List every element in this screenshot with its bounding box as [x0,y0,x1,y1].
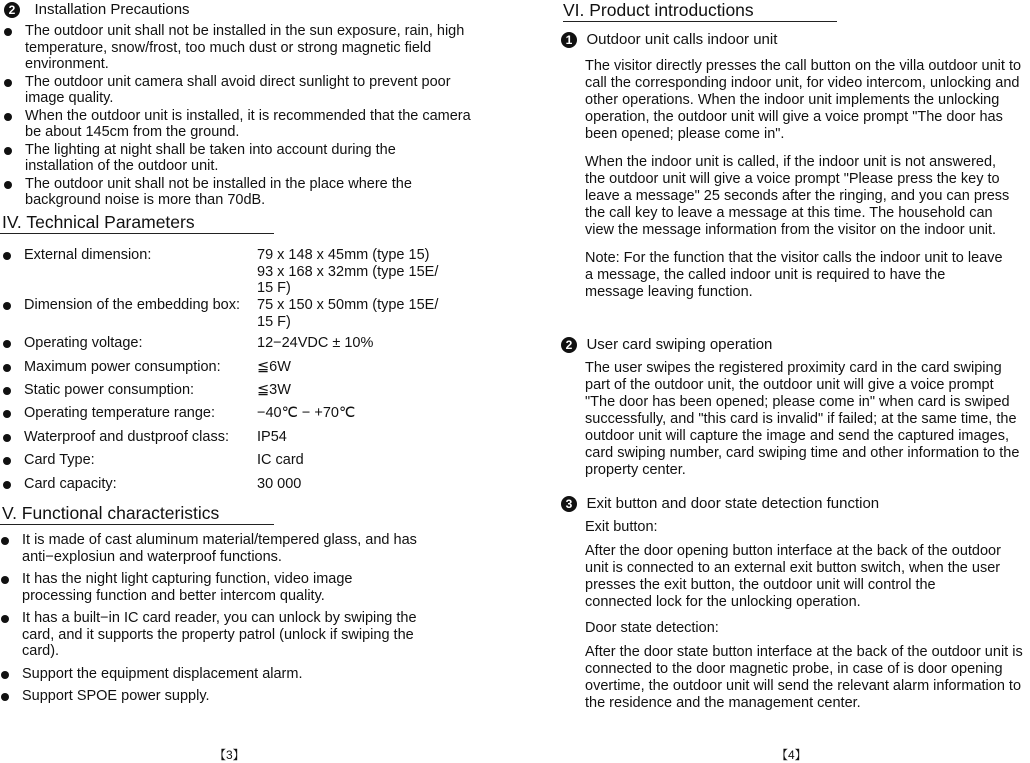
parameter-value: ≦3W [257,382,291,398]
section-title: VI. Product introductions [563,0,754,20]
list-item: The outdoor unit camera shall avoid direct sunlight to prevent poor image quality. [3,74,465,107]
functional-list [0,532,440,705]
number-badge-icon: 2 [4,2,20,18]
parameter-label: Operating voltage: [24,335,143,351]
list-item: Support SPOE power supply. [0,688,440,705]
number-badge-icon: 1 [561,32,577,48]
functional-heading [0,503,274,525]
paragraph: The visitor directly presses the call button on the villa outdoor unit to call the corresponding indoor unit, for video intercom, unlocking and other operations. When the indoor unit implements the unlocking operation, the outdoor unit will give a voice prompt "The door has been opened; please come in". [585,58,1022,142]
parameter-row [0,452,500,476]
list-item: Support the equipment displacement alarm. [0,666,440,683]
parameter-value: 79 x 148 x 45mm (type 15) 93 x 168 x 32mm (type 15E/ 15 F) [257,247,439,296]
parameter-label: External dimension: [24,247,152,263]
parameter-row [0,359,500,382]
paragraph: After the door state button interface at the back of the outdoor unit is connected to the door magnetic probe, in case of is door opening overtime, the outdoor unit will send the relevant alarm information to the residence and the management center. [585,644,1023,711]
section-heading-text: Outdoor unit calls indoor unit [586,31,778,48]
paragraph: The user swipes the registered proximity card in the card swiping part of the outdoor unit, the outdoor unit will give a voice prompt "The door has been opened; please come in" when card is swiped successfully, and "this card is invalid" if failed; at the same time, the outdoor unit will capture the image and send the captured images, card swiping number, card swiping time and other information to the property center. [585,360,1020,478]
installation-list [3,23,488,209]
parameter-value: IC card [257,452,304,468]
list-item: The lighting at night shall be taken into account during the installation of the outdoor unit. [3,142,415,175]
section-heading-text: Exit button and door state detection function [586,495,880,512]
parameter-row [0,405,500,429]
parameter-row [0,476,500,498]
parameter-label: Static power consumption: [24,382,195,398]
section-title: IV. Technical Parameters [2,212,195,232]
section-body [585,360,1025,479]
door-state-label: Door state detection: [585,620,719,636]
installation-title: Installation Precautions [34,1,190,18]
parameter-label: Card capacity: [24,476,117,492]
section-body [585,58,1025,301]
parameter-value: IP54 [257,429,287,445]
parameter-label: Waterproof and dustproof class: [24,429,229,445]
parameter-label: Dimension of the embedding box: [24,297,241,313]
technical-heading [0,212,274,234]
product-intro-heading [563,0,837,22]
list-item: When the outdoor unit is installed, it is recommended that the camera be about 145cm from the ground. [3,108,488,141]
parameter-row [0,382,500,405]
section-title: V. Functional characteristics [2,503,220,523]
parameter-label: Card Type: [24,452,95,468]
parameter-row [0,297,500,335]
list-item: The outdoor unit shall not be installed in the sun exposure, rain, high temperature, snow/frost, too much dust or strong magnetic field environment. [3,23,488,73]
number-badge-icon: 2 [561,337,577,353]
parameter-table [0,247,500,498]
section-heading [561,336,772,354]
list-item: It has a built−in IC card reader, you can unlock by swiping the card, and it supports the property patrol (unlock if swiping the card). [0,610,432,660]
parameter-label: Maximum power consumption: [24,359,221,375]
parameter-value: 75 x 150 x 50mm (type 15E/ 15 F) [257,297,439,330]
number-badge-icon: 3 [561,496,577,512]
section-heading-text: User card swiping operation [586,336,773,353]
installation-heading [4,1,190,19]
section-heading [561,495,879,513]
page-number: 【4】 [776,748,807,762]
parameter-row [0,247,500,297]
parameter-value: 30 000 [257,476,302,492]
parameter-value: 12−24VDC ± 10% [257,335,374,351]
list-item: It is made of cast aluminum material/tempered glass, and has anti−explosiun and waterproof functions. [0,532,442,565]
parameter-value: ≦6W [257,359,291,375]
paragraph: When the indoor unit is called, if the indoor unit is not answered, the outdoor unit will give a voice prompt "Please press the key to leave a message" 25 seconds after the ringing, and you can press the call key to leave a message at this time. The household can view the message information from the visitor on the indoor unit. [585,154,1010,238]
parameter-value: −40℃ − +70℃ [257,405,356,421]
paragraph: Note: For the function that the visitor calls the indoor unit to leave a message, the called indoor unit is required to have the message leaving function. [585,250,1003,300]
list-item: The outdoor unit shall not be installed in the place where the background noise is more than 70dB. [3,176,435,209]
parameter-row [0,335,500,359]
parameter-row [0,429,500,452]
page-number: 【3】 [214,748,245,762]
exit-button-label: Exit button: [585,519,658,535]
section-body [585,519,1030,712]
section-heading [561,31,777,49]
paragraph: After the door opening button interface at the back of the outdoor unit is connected to an external exit button switch, when the user presses the exit button, the outdoor unit will control the connected lock for the unlocking operation. [585,543,1001,610]
list-item: It has the night light capturing function, video image processing function and better intercom quality. [0,571,402,604]
parameter-label: Operating temperature range: [24,405,216,421]
